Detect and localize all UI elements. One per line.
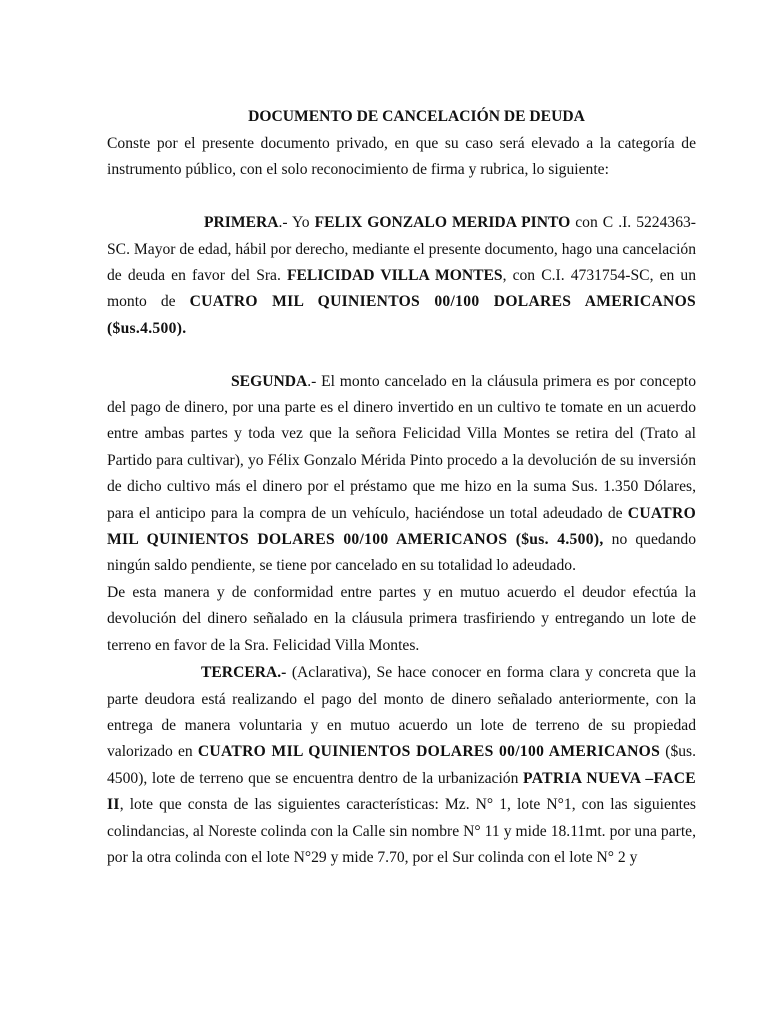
clause-segunda-text-2: no quedando ningún saldo pendiente, se tiene por cancelado en su totalidad lo adeudado. (107, 531, 696, 575)
clause-segunda (107, 369, 696, 580)
clause-tercera-label: TERCERA.- (201, 664, 287, 682)
clause-primera-text-2: con C .I. 5224363-SC. Mayor de edad, hábil por derecho, mediante el presente documento, hago una cancelación de deuda en favor del Sra. (107, 214, 696, 285)
clause-primera (107, 210, 696, 342)
clause-segunda-continuation: De esta manera y de conformidad entre partes y en mutuo acuerdo el deudor efectúa la devolución del dinero señalado en la cláusula primera trasfiriendo y entregando un lote de terreno en favor de la Sra. Felicidad Villa Montes. (107, 583, 696, 654)
urbanization-name: PATRIA NUEVA –FACE II (107, 769, 696, 814)
document-page (107, 104, 696, 871)
clause-primera-text-1: .- Yo (278, 214, 315, 232)
clause-tercera-text-1: (Aclarativa), Se hace conocer en forma clara y concreta que la parte deudora está realizando el pago del monto de dinero señalado anteriormente, con la entrega de manera voluntaria y en mutuo acuerdo un lote de terreno de su propiedad valorizado en (107, 664, 696, 761)
paragraph-spacer (107, 184, 696, 210)
paragraph-spacer (107, 342, 696, 368)
creditor-name: FELICIDAD VILLA MONTES (287, 267, 503, 285)
intro-paragraph: Conste por el presente documento privado, en que su caso será elevado a la categoría de instrumento público, con el solo reconocimiento de firma y rubrica, lo siguiente: (107, 135, 696, 179)
clause-segunda-label: SEGUNDA (231, 372, 308, 390)
clause-primera-label: PRIMERA (204, 214, 279, 232)
clause-tercera (107, 660, 696, 871)
clause-primera-amount: CUATRO MIL QUINIENTOS 00/100 DOLARES AMERICANOS ($us.4.500). (107, 293, 696, 337)
clause-tercera-text-2: ($us. 4500), lote de terreno que se encuentra dentro de la urbanización (107, 743, 696, 787)
clause-segunda-text-1: .- El monto cancelado en la cláusula primera es por concepto del pago de dinero, por una parte es el dinero invertido en un cultivo te tomate en un acuerdo entre ambas partes y toda vez que la señora Felicidad Villa Montes se retira del (Trato al Partido para cultivar), yo Félix Gonzalo Mérida Pinto procedo a la devolución de su inversión de dicho cultivo más el dinero por el préstamo que me hizo en la suma Sus. 1.350 Dólares, para el anticipo para la compra de un vehículo, haciéndose un total adeudado de (107, 372, 696, 522)
clause-tercera-amount: CUATRO MIL QUINIENTOS DOLARES 00/100 AMERICANOS (197, 743, 661, 761)
debtor-name: FELIX GONZALO MERIDA PINTO (314, 214, 571, 232)
clause-tercera-text-3: , lote que consta de las siguientes características: Mz. N° 1, lote N°1, con las siguientes colindancias, al Noreste colinda con la Calle sin nombre N° 11 y mide 18.11mt. por una parte, por la otra colinda con el lote N°29 y mide 7.70, por el Sur colinda con el lote N° 2 y (107, 796, 696, 866)
clause-segunda-amount: CUATRO MIL QUINIENTOS DOLARES 00/100 AMERICANOS ($us. 4.500), (107, 504, 696, 549)
document-title: DOCUMENTO DE CANCELACIÓN DE DEUDA (248, 108, 585, 125)
clause-primera-text-3: , con C.I. 4731754-SC, en un monto de (107, 267, 697, 311)
